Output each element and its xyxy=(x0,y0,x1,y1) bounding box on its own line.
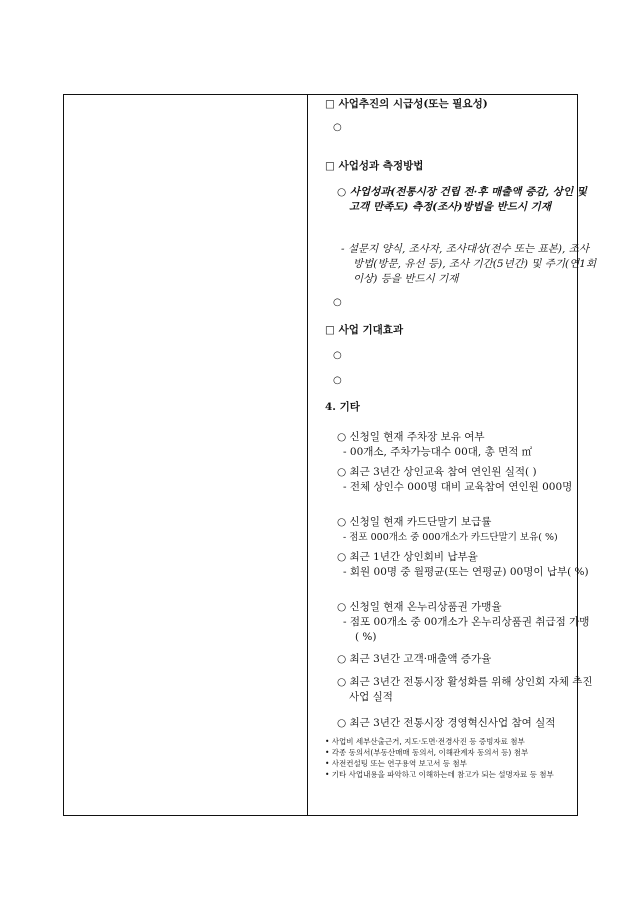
etc-item xyxy=(329,600,593,645)
etc-item xyxy=(329,550,593,580)
etc-item-sub: - 00개소, 주차가능대수 00대, 총 면적 ㎡ xyxy=(343,446,533,458)
etc-item-main: ○ 신청일 현재 주차장 보유 여부 xyxy=(337,431,485,443)
etc-item-main: ○ 최근 3년간 전통시장 활성화를 위해 상인회 자체 추진사업 실적 xyxy=(337,676,593,703)
etc-item xyxy=(329,716,593,731)
measure-title: □ 사업성과 측정방법 xyxy=(325,160,424,172)
note-line: • 각종 동의서(부동산매매 동의서, 이해관계자 동의서 등) 첨부 xyxy=(325,748,529,757)
etc-item-sub: - 점포 000개소 중 000개소가 카드단말기 보유( %) xyxy=(343,532,558,543)
note-line: • 사업비 세부산출근거, 지도·도면·전경사진 등 증빙자료 첨부 xyxy=(325,737,525,746)
effect-title: □ 사업 기대효과 xyxy=(325,324,404,336)
etc-item-sub: - 전체 상인수 000명 대비 교육참여 연인원 000명 xyxy=(343,481,573,493)
etc-item-main: ○ 최근 1년간 상인회비 납부율 xyxy=(337,551,478,563)
urgency-title: □ 사업추진의 시급성(또는 필요성) xyxy=(325,98,488,110)
measure-item: ○ xyxy=(333,297,342,308)
column-divider xyxy=(307,95,308,815)
attachment-notes xyxy=(325,736,575,780)
etc-item-main: ○ 최근 3년간 고객·매출액 증가율 xyxy=(337,653,492,665)
etc-item-main: ○ 최근 3년간 전통시장 경영혁신사업 참여 실적 xyxy=(337,717,556,729)
effect-item-2: ○ xyxy=(333,375,342,386)
etc-item-main: ○ 신청일 현재 카드단말기 보급률 xyxy=(337,516,492,528)
etc-title: 4. 기타 xyxy=(325,401,360,413)
etc-item xyxy=(329,652,593,667)
etc-item xyxy=(329,515,593,545)
etc-item xyxy=(329,430,593,460)
etc-item xyxy=(329,675,593,705)
measure-dash: - 설문지 양식, 조사자, 조사대상(전수 또는 표본), 조사방법(방문, 유선 등), 조사 기간(5년간) 및 주기(연1회 이상) 등을 반드시 기재 xyxy=(341,243,597,285)
etc-item-main: ○ 최근 3년간 상인교육 참여 연인원 실적( ) xyxy=(337,466,537,478)
form-table xyxy=(63,94,597,816)
measure-bullet: ○ 사업성과(전통시장 건립 전·후 매출액 증감, 상인 및 고객 만족도) 측정(조사)방법을 반드시 기재 xyxy=(337,186,587,213)
etc-item xyxy=(329,465,593,495)
effect-item-1: ○ xyxy=(333,350,342,361)
etc-item-sub: - 점포 00개소 중 00개소가 온누리상품권 취급점 가맹( %) xyxy=(343,616,590,643)
etc-item-main: ○ 신청일 현재 온누리상품권 가맹율 xyxy=(337,601,502,613)
urgency-item: ○ xyxy=(333,122,342,133)
note-line: • 기타 사업내용을 파악하고 이해하는데 참고가 되는 설명자료 등 첨부 xyxy=(325,770,554,779)
etc-item-sub: - 회원 00명 중 월평균(또는 연평균) 00명이 납부( %) xyxy=(343,566,589,578)
note-line: • 사전컨설팅 또는 연구용역 보고서 등 첨부 xyxy=(325,759,467,768)
